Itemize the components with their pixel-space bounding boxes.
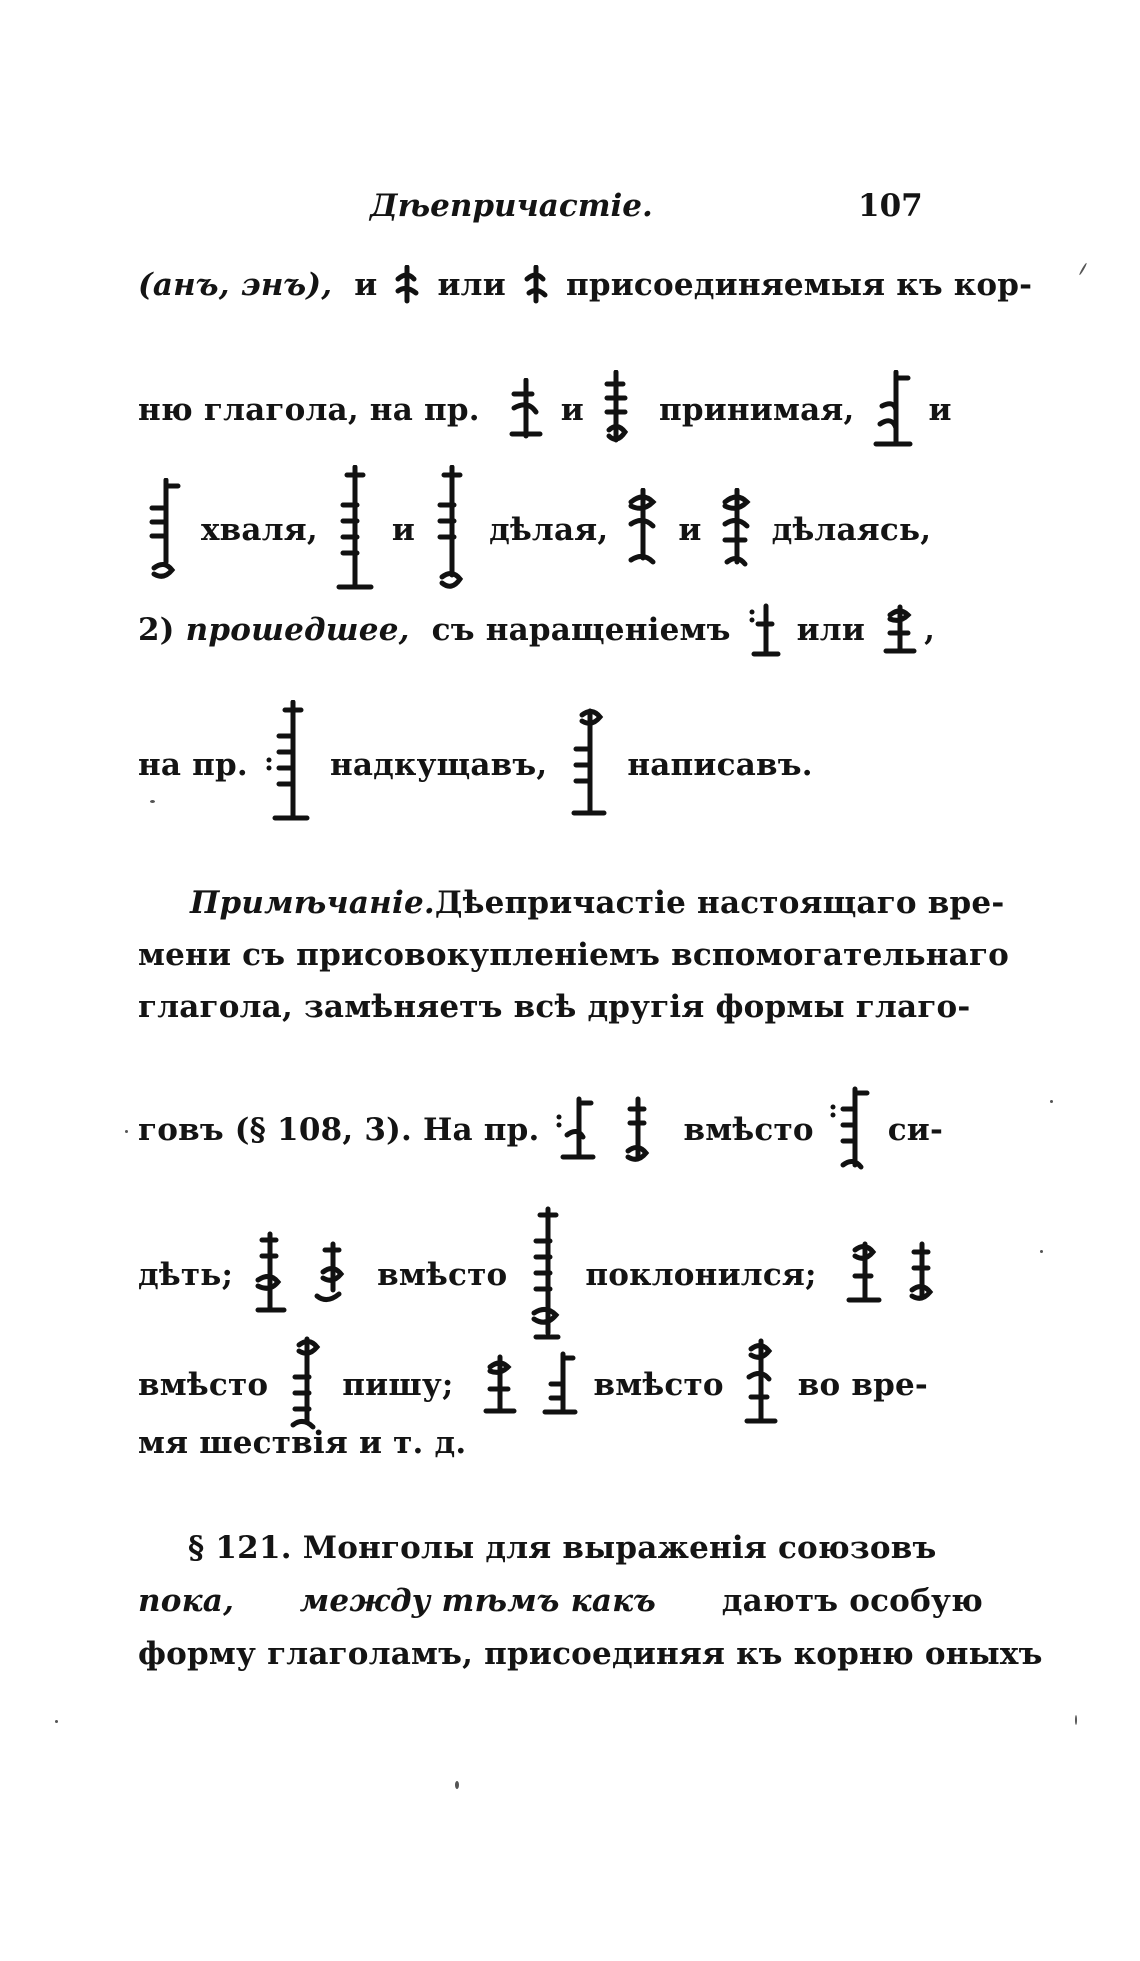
text-span: надкущавъ, [329,747,548,783]
mongolian-word-glyph [506,378,546,442]
text-line [138,1530,983,1566]
text-line [138,937,1010,973]
mongolian-word-glyph [739,1337,783,1433]
text-span: между тѣмъ какъ [299,1583,657,1619]
mongolian-word-glyph [263,700,315,830]
text-span: Дѣепричастіе настоящаго вре- [434,885,1005,921]
mongolian-word-glyph [522,1205,570,1345]
text-span: и [678,512,702,548]
text-line [138,700,983,830]
text-line [138,1205,983,1345]
text-span: 2) [138,612,175,648]
mongolian-word-glyph [430,465,474,595]
text-span: вмѣсто [377,1257,508,1293]
text-span: или [437,267,506,303]
text-span: присоединяемыя къ кор- [565,267,1033,303]
mongolian-word-glyph [311,1240,351,1310]
text-line [138,370,983,450]
mongolian-word-glyph [623,488,663,572]
text-line [138,1636,1043,1672]
text-span: вмѣсто [138,1367,269,1403]
text-span: вмѣсто [683,1112,814,1148]
section-heading [138,1530,936,1566]
text-span: , [924,612,936,648]
text-span: дѣлая, [489,512,609,548]
mongolian-word-glyph [142,478,186,582]
text-span: и [560,392,584,428]
mongolian-word-glyph [746,600,782,660]
scan-speck [1050,1100,1053,1103]
running-title: Дѣепричастіе. [370,188,653,224]
scan-speck [55,1720,58,1723]
mongolian-word-glyph [521,265,551,305]
text-span: вмѣсто [593,1367,724,1403]
mongolian-word-glyph [829,1085,873,1175]
scan-speck [1079,262,1088,275]
text-span: и [391,512,416,548]
text-line [138,600,983,660]
text-span: дѣлаясь, [771,512,932,548]
text-span: хваля, [201,512,318,548]
text-span: на пр. [138,747,248,783]
text-span: мени съ присовокупленіемъ вспомогательнаго [138,937,1010,973]
text-span: и [354,267,378,303]
note-label-wrap [138,885,435,921]
mongolian-word-glyph [333,465,377,595]
mongolian-word-glyph [870,370,914,450]
text-span: прошедшее, [185,612,410,648]
scan-speck [1040,1250,1043,1253]
text-span: пока, [138,1583,235,1619]
text-span: форму глаголамъ, присоединяя къ корню оныхъ [138,1636,1043,1672]
text-span: съ наращеніемъ [431,612,731,648]
text-span: написавъ. [627,747,813,783]
mongolian-word-glyph [392,265,422,305]
mongolian-word-glyph [902,1240,942,1310]
text-span: пишу; [342,1367,454,1403]
text-line [138,465,983,595]
text-span: принимая, [658,392,855,428]
mongolian-word-glyph [555,1095,599,1165]
text-span: и [928,392,952,428]
mongolian-word-glyph [480,1353,520,1417]
mongolian-word-glyph [880,603,920,657]
scan-speck [150,800,155,803]
mongolian-word-glyph [843,1240,883,1310]
mongolian-word-glyph [248,1230,292,1320]
text-span: глагола, замѣняетъ всѣ другія формы глаго- [138,989,971,1025]
text-line [138,989,983,1025]
mongolian-word-glyph [539,1350,579,1420]
text-line [138,1085,983,1175]
text-line [138,265,1033,305]
mongolian-word-glyph [283,1335,327,1435]
text-line [138,885,1005,921]
scan-speck [1075,1715,1077,1725]
mongolian-word-glyph [599,370,633,450]
mongolian-word-glyph [618,1095,658,1165]
text-span: говъ (§ 108, 3). На пр. [138,1112,540,1148]
note-label: Примѣчаніе. [190,885,435,921]
text-span: (анъ, энъ), [138,267,333,303]
scan-speck [125,1130,128,1133]
text-span: мя шествія и т. д. [138,1425,467,1461]
scan-speck [455,1781,459,1789]
text-line [138,1335,983,1435]
text-span: ню глагола, на пр. [138,392,480,428]
mongolian-word-glyph [562,705,612,825]
text-line [138,1583,983,1619]
text-span: § 121. Монголы для выраженія союзовъ [188,1530,937,1566]
text-span: или [796,612,866,648]
mongolian-word-glyph [717,488,757,572]
text-span: си- [887,1112,944,1148]
text-span: даютъ особую [721,1583,983,1619]
text-span: во вре- [797,1367,928,1403]
text-span: дѣть; [138,1257,234,1293]
text-span: поклонился; [585,1257,817,1293]
page-number: 107 [858,188,923,224]
text-line [138,1425,983,1461]
